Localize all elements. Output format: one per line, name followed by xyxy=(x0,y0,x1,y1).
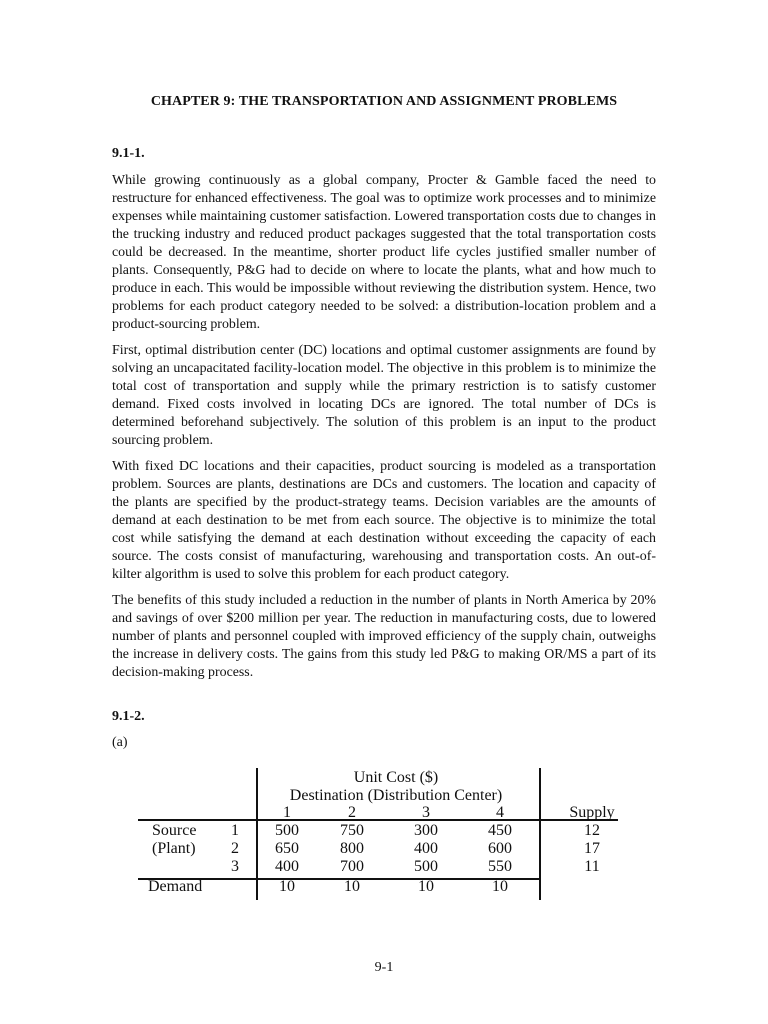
part-label-a: (a) xyxy=(112,735,128,750)
table-subtitle: Destination (Distribution Center) xyxy=(289,787,503,804)
source-number: 2 xyxy=(231,840,239,857)
cost-cell: 450 xyxy=(488,822,512,839)
cost-cell: 600 xyxy=(488,840,512,857)
paragraph: With fixed DC locations and their capacities, product sourcing is modeled as a transportation problem. Sources are plants, destinations are DCs and customers. The location and capacity of the plants are specified by the product-strategy teams. Decision variables are the amounts of demand at each destination to be met from each source. The objective is to minimize the total cost while satisfying the demand at each destination without exceeding the capacity of each source. The costs consist of manufacturing, warehousing and transportation costs. An out-of-kilter algorithm is used to solve this problem for each product category. xyxy=(112,459,656,582)
demand-cell: 10 xyxy=(344,878,360,895)
plant-label: (Plant) xyxy=(152,840,196,857)
cost-cell: 700 xyxy=(340,858,364,875)
cost-cell: 650 xyxy=(275,840,299,857)
demand-cell: 10 xyxy=(418,878,434,895)
demand-cell: 10 xyxy=(492,878,508,895)
page-number: 9-1 xyxy=(374,960,394,975)
chapter-title: CHAPTER 9: THE TRANSPORTATION AND ASSIGNMENT PROBLEMS xyxy=(150,94,618,109)
section-body-9-1-1 xyxy=(112,172,656,690)
supply-cell: 12 xyxy=(584,822,600,839)
source-label: Source xyxy=(152,822,197,839)
cost-cell: 400 xyxy=(414,840,438,857)
cost-cell: 800 xyxy=(340,840,364,857)
section-label-9-1-2: 9.1-2. xyxy=(112,709,145,724)
cost-cell: 300 xyxy=(414,822,438,839)
cost-cell: 500 xyxy=(275,822,299,839)
source-number: 1 xyxy=(231,822,239,839)
destination-header: 4 xyxy=(496,804,504,821)
paragraph: The benefits of this study included a reduction in the number of plants in North America by 20% and savings of over $200 million per year. The reduction in manufacturing costs, due to lowered number of plants and personnel coupled with improved efficiency of the supply chain, outweighs the increase in delivery costs. The gains from this study led P&G to making OR/MS a part of its decision-making process. xyxy=(112,593,656,680)
paragraph: While growing continuously as a global company, Procter & Gamble faced the need to restructure for enhanced effectiveness. The goal was to optimize work processes and to minimize expenses while maintaining customer satisfaction. Lowered transportation costs due to changes in the trucking industry and reduced product packages suggested that the total transportation costs could be decreased. In the meantime, shorter product life cycles justified smaller number of plants. Consequently, P&G had to decide on where to locate the plants, what and how much to produce in each. This would be impossible without reviewing the distribution system. Hence, two problems for each product category needed to be solved: a distribution-location problem and a product-sourcing problem. xyxy=(112,173,656,332)
supply-cell: 17 xyxy=(584,840,600,857)
source-number: 3 xyxy=(231,858,239,875)
cost-cell: 500 xyxy=(414,858,438,875)
supply-header: Supply xyxy=(569,804,615,821)
table-divider-left xyxy=(256,768,258,900)
destination-header: 3 xyxy=(422,804,430,821)
table-title: Unit Cost ($) xyxy=(353,769,439,786)
supply-cell: 11 xyxy=(584,858,600,875)
section-label-9-1-1: 9.1-1. xyxy=(112,146,145,161)
destination-header: 1 xyxy=(283,804,291,821)
demand-cell: 10 xyxy=(279,878,295,895)
table-divider-right xyxy=(539,768,541,900)
cost-cell: 750 xyxy=(340,822,364,839)
paragraph: First, optimal distribution center (DC) locations and optimal customer assignments are found by solving an uncapacitated facility-location model. The objective in this problem is to minimize the total cost of transportation and supply while the primary restriction is to satisfy customer demand. Fixed costs involved in locating DCs are ignored. The total number of DCs is determined beforehand subjectively. The solution of this problem is an input to the product sourcing problem. xyxy=(112,343,656,448)
unit-cost-table xyxy=(0,766,768,902)
demand-label: Demand xyxy=(148,878,203,895)
cost-cell: 400 xyxy=(275,858,299,875)
cost-cell: 550 xyxy=(488,858,512,875)
destination-header: 2 xyxy=(348,804,356,821)
table-header-rule xyxy=(138,819,618,821)
